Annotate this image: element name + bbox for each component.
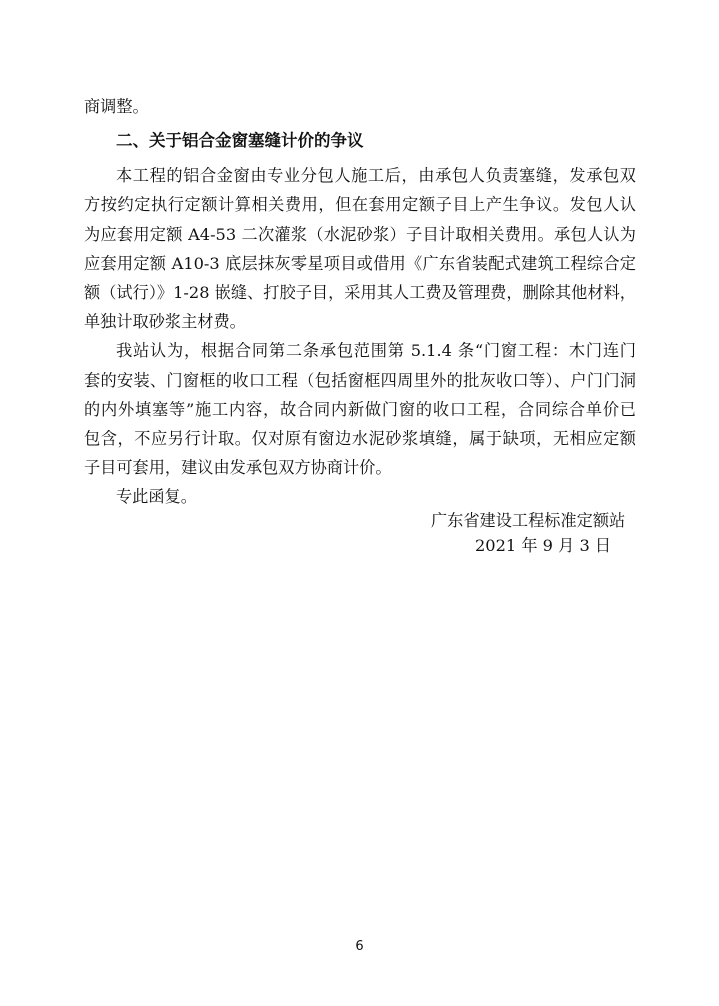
signature-date: 2021 年 9 月 3 日 xyxy=(475,536,612,555)
paragraph-line: 我站认为，根据合同第二条承包范围第 5.1.4 条“门窗工程：木门连门 xyxy=(116,341,636,361)
opening-line: 商调整。 xyxy=(84,97,149,116)
page-number: 6 xyxy=(355,939,364,954)
paragraph-line: 额（试行）》1-28 嵌缝、打胶子目，采用其人工费及管理费，删除其他材料， xyxy=(84,282,636,302)
paragraph-line: 套的安装、门窗框的收口工程（包括窗框四周里外的批灰收口等）、户门门洞 xyxy=(84,370,636,390)
paragraph-line: 方按约定执行定额计算相关费用，但在套用定额子目上产生争议。发包人认 xyxy=(84,195,636,215)
paragraph-line: 应套用定额 A10-3 底层抹灰零星项目或借用《广东省装配式建筑工程综合定 xyxy=(84,253,636,273)
paragraph-line: 本工程的铝合金窗由专业分包人施工后，由承包人负责塞缝，发承包双 xyxy=(116,166,636,186)
closing-line: 专此函复。 xyxy=(116,487,197,507)
paragraph-line: 为应套用定额 A4-53 二次灌浆（水泥砂浆）子目计取相关费用。承包人认为 xyxy=(84,224,636,244)
paragraph-line: 单独计取砂浆主材费。 xyxy=(84,312,246,332)
document-body xyxy=(84,92,636,511)
paragraph-station-opinion xyxy=(84,336,636,482)
section-heading: 二、关于铝合金窗塞缝计价的争议 xyxy=(116,131,364,151)
paragraph-aluminum-window-dispute xyxy=(84,161,636,336)
paragraph-line: 包含，不应另行计取。仅对原有窗边水泥砂浆填缝，属于缺项，无相应定额 xyxy=(84,428,636,448)
signature-block xyxy=(420,508,640,558)
paragraph-line: 子目可套用，建议由发承包双方协商计价。 xyxy=(84,458,392,478)
paragraph-line: 的内外填塞等”施工内容，故合同内新做门窗的收口工程，合同综合单价已 xyxy=(84,399,636,419)
signature-organization: 广东省建设工程标准定额站 xyxy=(431,511,626,530)
